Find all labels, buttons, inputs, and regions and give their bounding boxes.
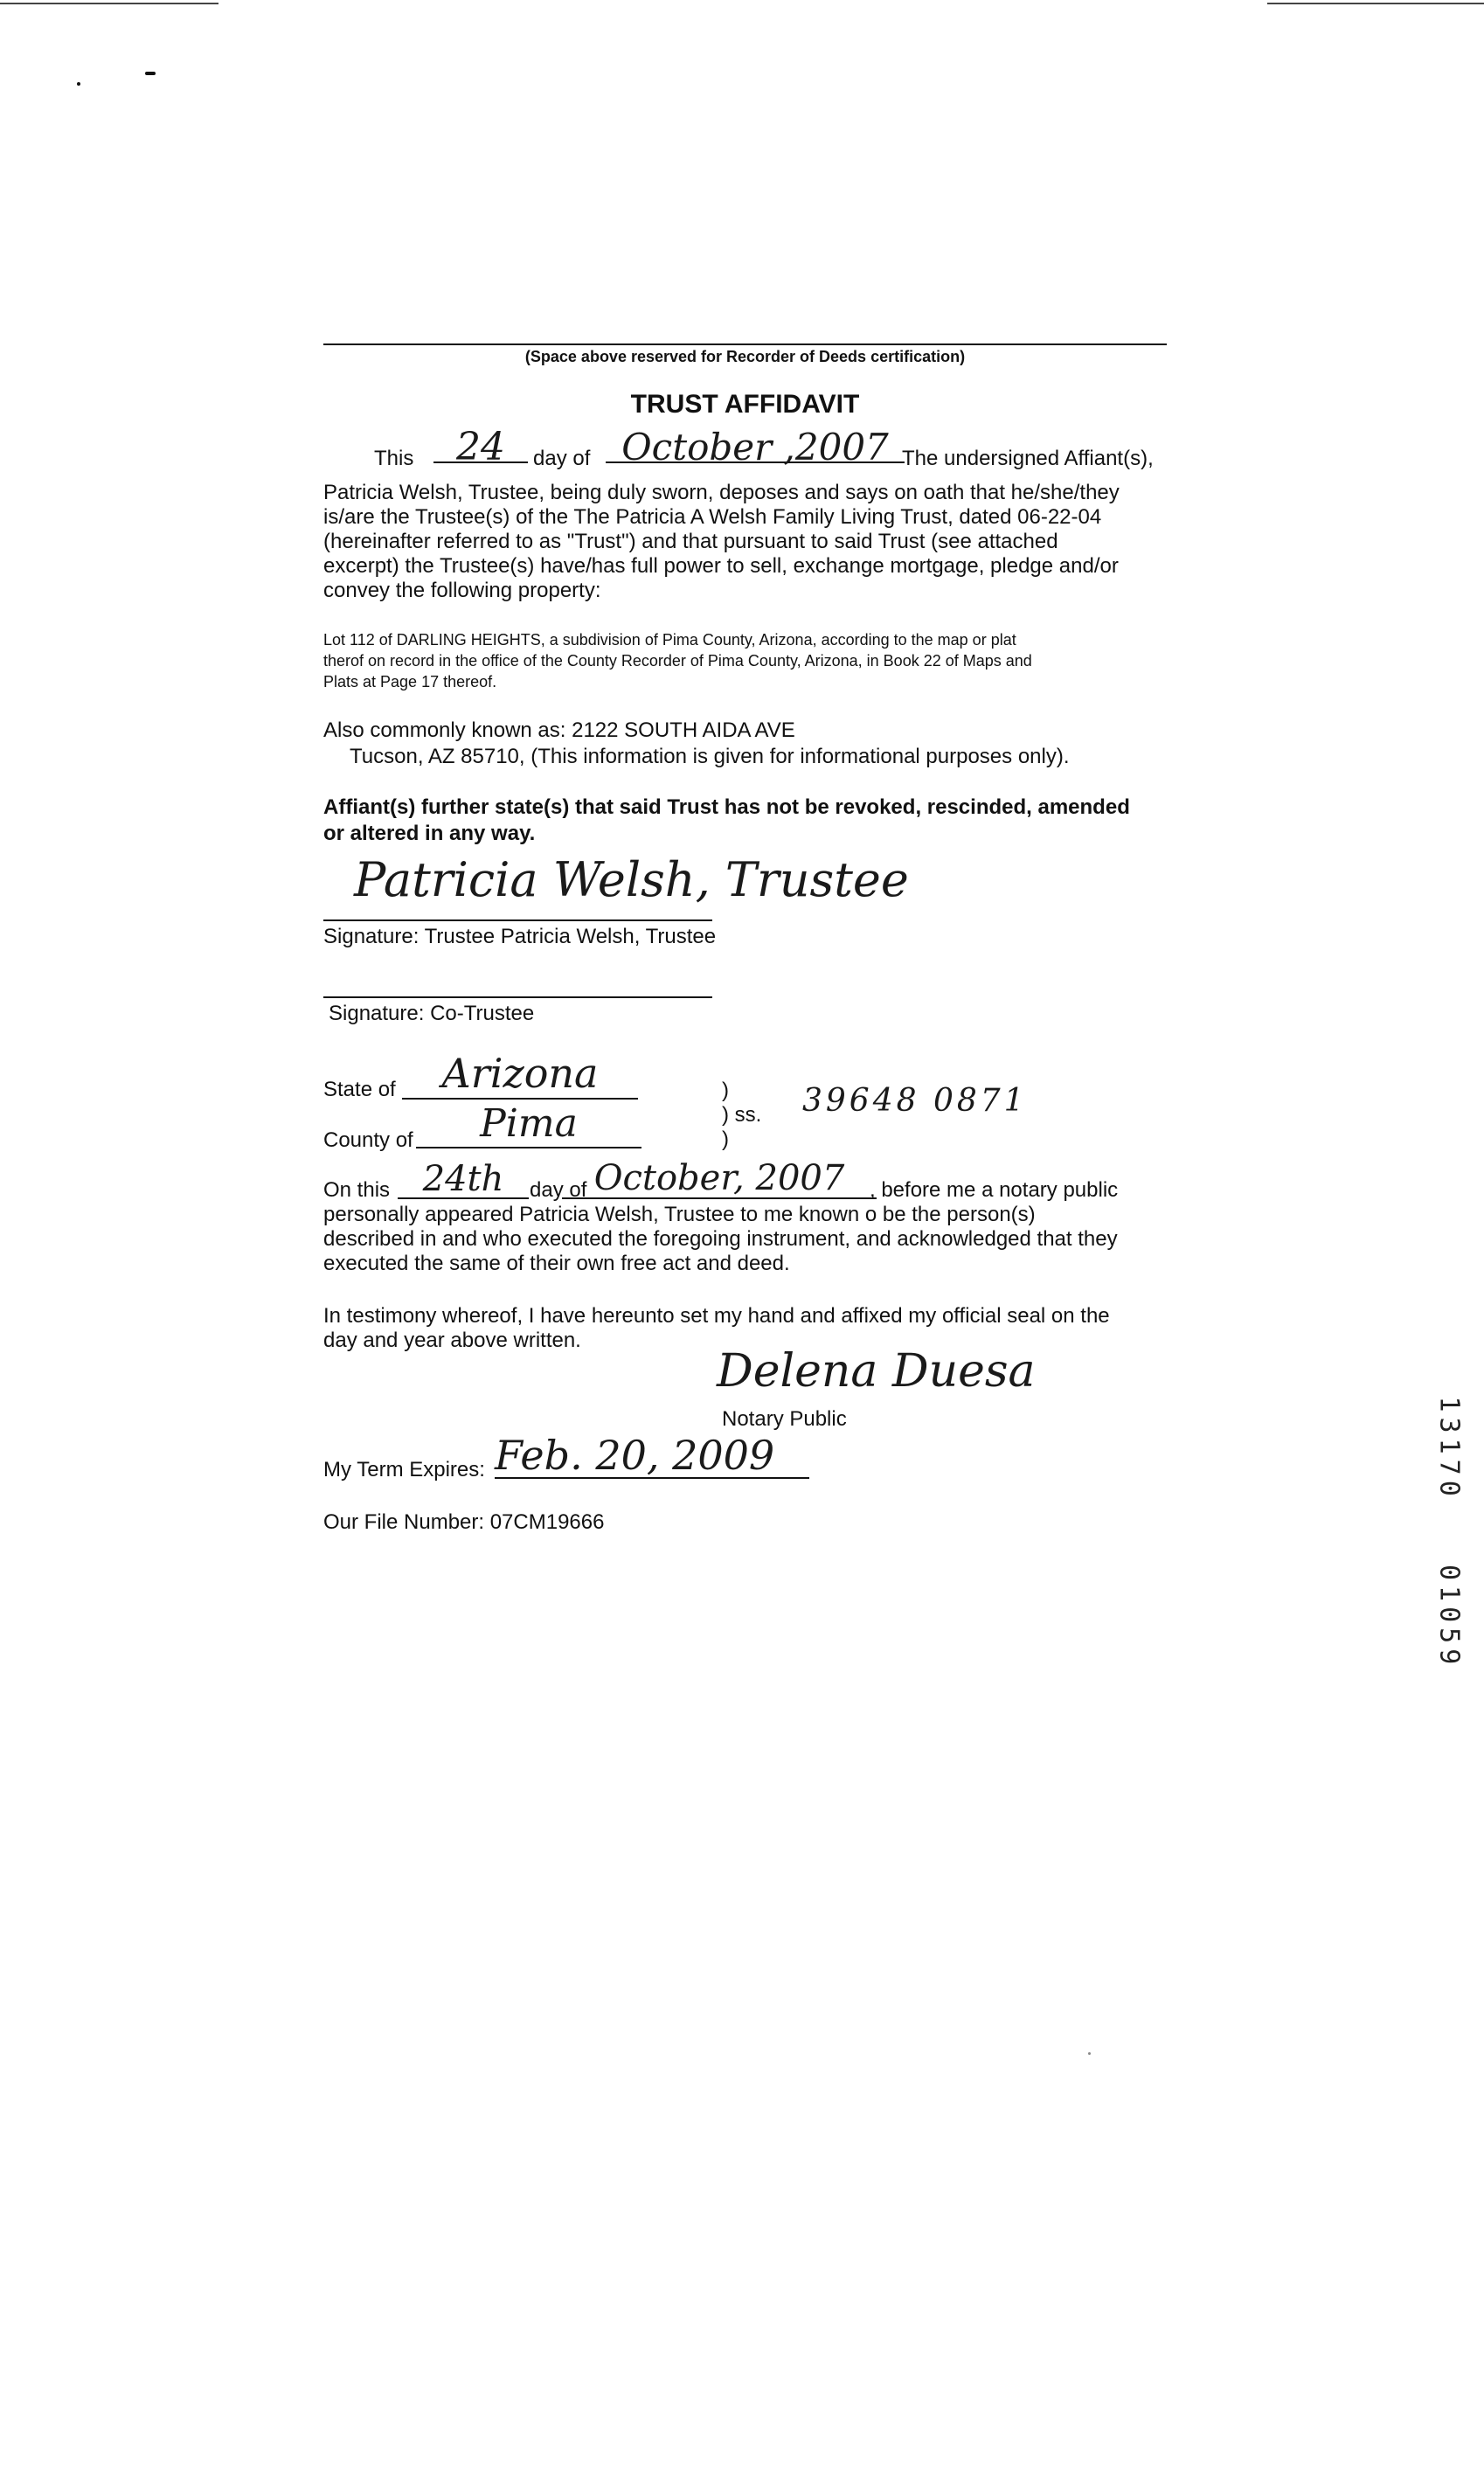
ack-line1-tail: , before me a notary public <box>870 1178 1119 1202</box>
cotrustee-signature-label: Signature: Co-Trustee <box>329 1002 535 1025</box>
document-title: TRUST AFFIDAVIT <box>630 390 860 419</box>
state-handwritten: Arizona <box>402 1049 638 1100</box>
ss-number-handwritten: 39648 0871 <box>802 1083 1028 1119</box>
para1-line5: excerpt) the Trustee(s) have/has full power to sell, exchange mortgage, pledge and/or <box>323 554 1119 578</box>
ack-day-handwritten: 24th <box>398 1161 529 1199</box>
scan-speck <box>77 82 80 86</box>
affirm-line1: Affiant(s) further state(s) that said Trust has not be revoked, rescinded, amended <box>323 795 1130 819</box>
venue-bracket-bottom: ) <box>722 1128 729 1151</box>
venue-bracket-top: ) <box>722 1079 729 1102</box>
trustee-signature-handwritten: Patricia Welsh, Trustee <box>354 852 909 907</box>
month-year-handwritten: October ,2007 <box>606 428 905 463</box>
file-number: Our File Number: 07CM19666 <box>323 1510 605 1534</box>
trustee-signature-line <box>323 919 712 921</box>
county-label: County of <box>323 1128 413 1152</box>
scan-edge-mark <box>0 3 218 4</box>
term-expires-label: My Term Expires: <box>323 1458 485 1481</box>
para1-line4: (hereinafter referred to as "Trust") and that pursuant to said Trust (see attached <box>323 530 1058 553</box>
affirm-line2: or altered in any way. <box>323 822 536 845</box>
notary-signature-handwritten: Delena Duesa <box>717 1345 1036 1398</box>
para1-line2: Patricia Welsh, Trustee, being duly sworn, deposes and says on oath that he/she/they <box>323 481 1120 504</box>
county-handwritten: Pima <box>416 1101 641 1148</box>
scan-speck <box>1088 2052 1091 2055</box>
para1-line6: convey the following property: <box>323 579 601 602</box>
ack-line3: described in and who executed the foregoing instrument, and acknowledged that they <box>323 1227 1118 1251</box>
trustee-signature-label: Signature: Trustee Patricia Welsh, Trustee <box>323 925 717 948</box>
term-expires-handwritten: Feb. 20, 2009 <box>495 1433 809 1479</box>
day-of-label: day of <box>533 447 591 470</box>
ack-line2: personally appeared Patricia Welsh, Trustee to me known o be the person(s) <box>323 1203 1036 1226</box>
ack-line4: executed the same of their own free act and deed. <box>323 1252 790 1275</box>
recorder-stamp <box>1414 1396 1467 1670</box>
para1-line3: is/are the Trustee(s) of the The Patricia A Welsh Family Living Trust, dated 06-22-04 <box>323 505 1102 529</box>
day-handwritten: 24 <box>433 428 528 463</box>
notary-public-label: Notary Public <box>722 1407 847 1431</box>
para1-line1-tail: The undersigned Affiant(s), <box>902 447 1154 470</box>
testimony-line2: day and year above written. <box>323 1329 581 1352</box>
cotrustee-signature-line <box>323 996 712 998</box>
recorder-note: (Space above reserved for Recorder of Deeds certification) <box>524 348 966 365</box>
on-this-label: On this <box>323 1178 391 1202</box>
recorder-space-rule <box>323 343 1167 345</box>
stamp-book-number: 13170 <box>1433 1396 1465 1502</box>
address-line2: Tucson, AZ 85710, (This information is given for informational purposes only). <box>350 745 1070 768</box>
legal-line3: Plats at Page 17 thereof. <box>323 673 497 690</box>
testimony-line1: In testimony whereof, I have hereunto set my hand and affixed my official seal on the <box>323 1304 1110 1328</box>
legal-line2: therof on record in the office of the County Recorder of Pima County, Arizona, in Book 22 of Maps and <box>323 652 1032 670</box>
state-label: State of <box>323 1078 396 1101</box>
ack-day-of-label: day of <box>530 1178 587 1202</box>
scan-edge-mark <box>1267 3 1484 4</box>
legal-line1: Lot 112 of DARLING HEIGHTS, a subdivision of Pima County, Arizona, according to the map or plat <box>323 631 1016 649</box>
ack-month-year-handwritten: October, 2007 <box>562 1159 877 1199</box>
this-word: This <box>374 447 414 470</box>
address-line1: Also commonly known as: 2122 SOUTH AIDA AVE <box>323 718 795 742</box>
stamp-page-number: 01059 <box>1433 1565 1465 1670</box>
scan-speck <box>145 72 156 75</box>
venue-bracket-ss: ) ss. <box>722 1103 762 1127</box>
